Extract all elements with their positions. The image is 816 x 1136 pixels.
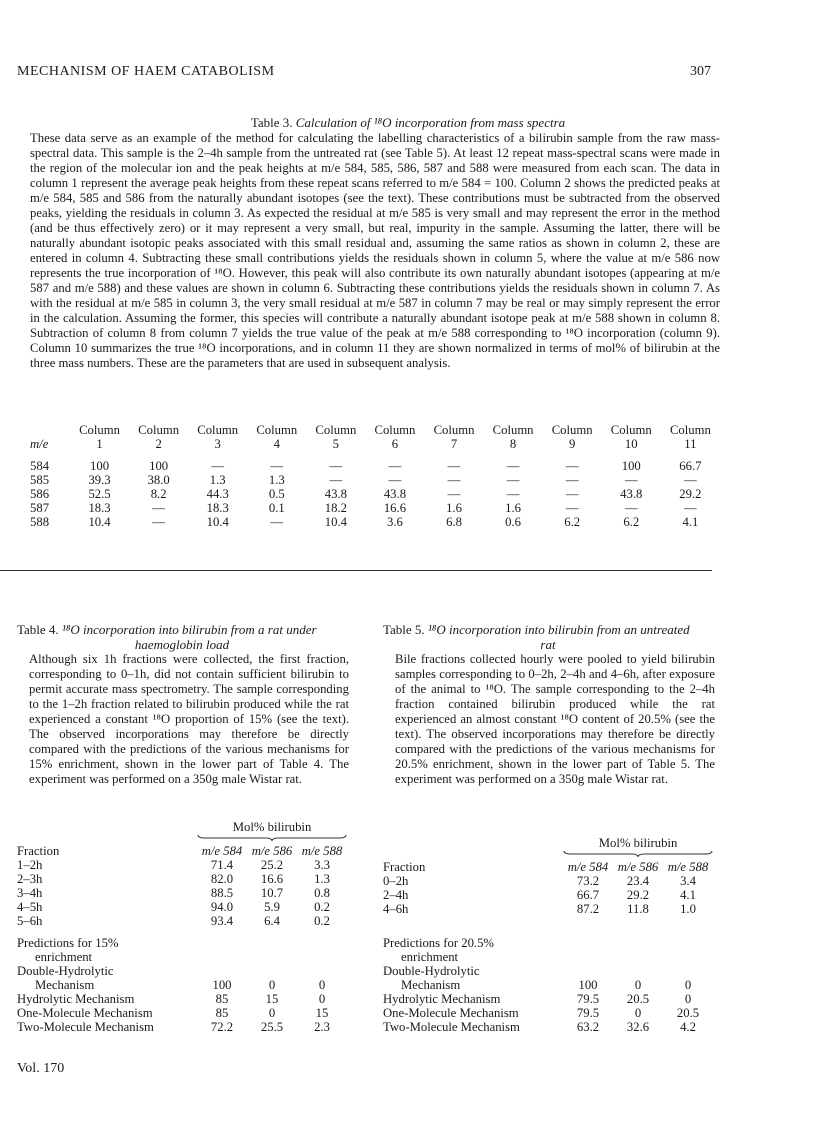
table4-value-cell: 94.0 [210, 900, 234, 914]
table5-mechanism-name: Two-Molecule Mechanism [383, 1020, 520, 1034]
table3-value-cell: 1.3 [209, 473, 226, 487]
table4-body [17, 858, 347, 928]
table4-caption: Although six 1h fractions were collected, the first fraction, corresponding to 0–1h, did not contain sufficient bilirubin to permit accurate mass spectrometry. The sample corresponding to the 1–2h fraction related to bilirubin produced while the rat experienced a constant ¹⁸O proportion of 15% (see the text). The observed incorporations may therefore be directly compared with the predictions of the various mechanisms for 15% enrichment, shown in the lower part of Table 4. The experiment was performed on a 350g male Wistar rat. [29, 652, 349, 786]
table3-value-cell: 16.6 [383, 501, 407, 515]
table4-title-text-1: ¹⁸O incorporation into bilirubin from a rat under [61, 622, 317, 637]
table3-value-cell: 10.4 [206, 515, 229, 529]
table5-group-header-row [383, 836, 713, 860]
table4-mechanism-row [17, 1020, 347, 1034]
table3-value-cell: 8.2 [150, 487, 167, 501]
page-number: 307 [690, 64, 711, 79]
table5-prediction-value: 0 [684, 992, 692, 1006]
table3-caption: These data serve as an example of the method for calculating the labelling characteristics of a bilirubin sample from the raw mass-spectral data. This sample is the 2–4h sample from the untreated rat (see Table 5). At least 12 repeat mass-spectral scans were made in the region of the molecular ion and the peak heights at m/e 584, 585, 586, 587 and 588 were measured from each scan. The data in column 1 represent the average peak heights from these repeat scans referred to m/e 584 = 100. Column 2 shows the predicted peaks at m/e 584, 585 and 586 from the naturally abundant isotopes (see the text). These contributions must be subtracted from the observed peaks, yielding the residuals in column 3. As expected the residual at m/e 585 is very small and may represent the error in the method (and be thus effectively zero) or it may represent a very small, but real, impurity in the sample. Assuming the latter, there will be naturally abundant isotopic peaks associated with this small residual and, assuming the same ratios as shown in column 2, these are entered in column 4. Subtracting these small contributions yields the residuals shown in column 5, where the value at m/e 586 now represents the true incorporation of ¹⁸O. However, this peak will also contribute its own naturally abundant isotopes (appearing at m/e 587 and m/e 588) and these values are shown in column 6. Subtracting these contributions yields the residuals shown in column 7. As with the residual at m/e 585 in column 3, the very small residual at m/e 587 in column 7 may be real or may simply represent the error in the calculation. Assuming the former, this species will contribute a naturally abundant isotope peak at m/e 588 shown in column 8. Subtraction of column 8 from column 7 yields the true value of the peak at m/e 588 corresponding to ¹⁸O incorporation (column 9). Column 10 summarizes the true ¹⁸O incorporations, and in column 11 they are shown normalized in terms of mol% of bilirubin at the three mass numbers. These are the parameters that are used in subsequent analysis. [30, 131, 720, 370]
table3-title-prefix: Table 3. [250, 115, 296, 130]
table5-value-cell: 1.0 [680, 902, 696, 916]
table3-value-cell: — [684, 501, 697, 515]
table4-prediction-value: 72.2 [210, 1020, 234, 1034]
table3-value-cell: 1.3 [268, 473, 285, 487]
table3-value-cell: 18.3 [88, 501, 111, 515]
table4-fraction-cell: 1–2h [17, 858, 43, 872]
table3-value-cell: 29.2 [679, 487, 702, 501]
table5-title-prefix: Table 5. [383, 622, 428, 637]
table3-row-header: m/e [30, 437, 49, 451]
table4-col-header: m/e 586 [251, 844, 293, 858]
table3-value-cell: — [684, 473, 697, 487]
table4-col-header: m/e 588 [301, 844, 343, 858]
table4-prediction-value: 85 [215, 992, 229, 1006]
table4-col-header: m/e 584 [201, 844, 243, 858]
table4-value-cell: 0.8 [314, 886, 330, 900]
table5-col-header-row [383, 860, 713, 874]
table5-value-cell: 3.4 [680, 874, 696, 888]
table3-value-cell: — [565, 473, 579, 487]
table3-value-cell: — [506, 473, 520, 487]
table3-value-cell: — [565, 487, 579, 501]
table4-mechanism-name: Mechanism [35, 978, 95, 992]
table3-column-word: Column [610, 423, 652, 437]
table5-col-header: m/e 588 [667, 860, 709, 874]
table3-mass-cell: 586 [30, 487, 50, 501]
table4-value-cell: 10.7 [260, 886, 284, 900]
table3-value-cell: 18.2 [324, 501, 347, 515]
table5-prediction-value: 63.2 [576, 1020, 600, 1034]
table3-column-word: Column [138, 423, 180, 437]
table4-mechanism-name: Double-Hydrolytic [17, 964, 114, 978]
table5-mechanism-name: Hydrolytic Mechanism [383, 992, 501, 1006]
table4-group-label: Mol% bilirubin [232, 820, 312, 834]
table3-value-cell: — [329, 459, 343, 473]
table3-value-cell: 43.8 [324, 487, 347, 501]
table5-value-cell: 73.2 [576, 874, 600, 888]
table3-header-row-1 [30, 423, 720, 437]
table3-value-cell: — [506, 459, 520, 473]
table5-value-cell: 23.4 [626, 874, 650, 888]
table3-value-cell: — [211, 459, 225, 473]
table5-col-header: m/e 584 [567, 860, 609, 874]
table4-prediction-value: 100 [212, 978, 232, 992]
table3-column-word: Column [492, 423, 534, 437]
table3-column-word: Column [433, 423, 475, 437]
table3-value-cell: 100 [90, 459, 110, 473]
table5-title-text-2: rat [540, 637, 556, 652]
table3-value-cell: 66.7 [679, 459, 702, 473]
table3-value-cell: 43.8 [383, 487, 407, 501]
table3-col-num: 6 [391, 437, 399, 451]
table3-mass-cell: 585 [30, 473, 50, 487]
table5-group-label: Mol% bilirubin [598, 836, 678, 850]
table3-column-word: Column [551, 423, 593, 437]
table4-title-text-2: haemoglobin load [134, 637, 230, 652]
table5-col-header: m/e 586 [617, 860, 659, 874]
table4-prediction-value: 15 [265, 992, 279, 1006]
table4-row [17, 914, 347, 928]
table3-value-cell: 10.4 [88, 515, 111, 529]
table4-predictions-row [17, 936, 347, 950]
volume-footer: Vol. 170 [17, 1061, 65, 1076]
table5-predictions-row [383, 936, 713, 950]
table3-value-cell: — [506, 487, 520, 501]
table5-mechanism-name: One-Molecule Mechanism [383, 1006, 519, 1020]
table4-row [17, 900, 347, 914]
table3-value-cell: — [447, 487, 461, 501]
table5-value-cell: 87.2 [576, 902, 600, 916]
table5-prediction-value: 0 [684, 978, 692, 992]
table5-prediction-value: 20.5 [626, 992, 650, 1006]
table5-caption: Bile fractions collected hourly were pooled to yield bilirubin samples corresponding to 0–2h, 2–4h and 4–6h, after exposure of the animal to ¹⁸O. The sample corresponding to the 2–4h fraction contained bilirubin produced while the rat experienced an almost constant ¹⁸O content of 20.5% (see the text). The observed incorporations may therefore be directly compared with the predictions of the various mechanisms for 20.5% enrichment, shown in the lower part of Table 5. The experiment was performed on a 350g male Wistar rat. [395, 652, 715, 786]
table5-mechanism-row [383, 1020, 713, 1034]
table5-predictions-2: enrichment [401, 950, 459, 964]
table3-value-cell: 6.8 [446, 515, 462, 529]
table4-predictions-1: Predictions for 15% [17, 936, 119, 950]
table5-mechanism-row [383, 992, 713, 1006]
table5-fraction-cell: 0–2h [383, 874, 409, 888]
table3-value-cell: — [565, 459, 579, 473]
table5-fraction-cell: 2–4h [383, 888, 409, 902]
table3-mass-cell: 588 [30, 515, 50, 529]
table4-fraction-cell: 2–3h [17, 872, 43, 886]
table5-mechanism-row [383, 964, 713, 978]
table4-fraction-header: Fraction [17, 844, 60, 858]
table4-fraction-cell: 3–4h [17, 886, 43, 900]
table4-blank [17, 820, 197, 844]
spacer [17, 928, 347, 936]
table4-prediction-value: 0 [268, 1006, 276, 1020]
table3-header-row-2 [30, 437, 720, 455]
table3-col-num: 3 [214, 437, 221, 451]
table5-value-cell: 11.8 [627, 902, 649, 916]
table3-column-word: Column [374, 423, 416, 437]
table3-value-cell: 100 [149, 459, 169, 473]
brace-icon [197, 834, 347, 842]
table5-value-cell: 4.1 [680, 888, 696, 902]
table5-body [383, 874, 713, 916]
table3 [30, 423, 720, 529]
table4-mechanism-row [17, 1006, 347, 1020]
table4-group-header [197, 820, 347, 844]
table3-value-cell: — [152, 501, 165, 515]
table3-row [30, 487, 720, 501]
table3-col-num: 4 [273, 437, 280, 451]
table3-value-cell: 38.0 [147, 473, 170, 487]
table5-mechanism-row [383, 978, 713, 992]
table3-value-cell: — [624, 501, 638, 515]
table4-mechanism-name: Two-Molecule Mechanism [17, 1020, 154, 1034]
table5-prediction-value: 79.5 [576, 1006, 600, 1020]
table3-value-cell: — [565, 501, 579, 515]
brace-icon [563, 850, 713, 858]
table5-mechanisms [383, 964, 713, 1034]
table5-value-cell: 66.7 [576, 888, 600, 902]
table4-prediction-value: 0 [268, 978, 276, 992]
table3-value-cell: — [447, 473, 461, 487]
table4-value-cell: 0.2 [314, 900, 330, 914]
table5-prediction-value: 4.2 [680, 1020, 696, 1034]
table4-prediction-value: 0 [318, 992, 326, 1006]
table4-col-header-row [17, 844, 347, 858]
table5-blank [383, 836, 563, 860]
table3-col-num: 9 [568, 437, 576, 451]
table3-value-cell: 6.2 [564, 515, 581, 529]
table3-value-cell: 3.6 [387, 515, 403, 529]
table4-prediction-value: 0 [318, 978, 326, 992]
table5-fraction-cell: 4–6h [383, 902, 409, 916]
table3-column-word: Column [79, 423, 120, 437]
table3-value-cell: 10.4 [324, 515, 347, 529]
table4-fraction-cell: 5–6h [17, 914, 43, 928]
table4-spacer [17, 928, 347, 936]
table3-value-cell: 1.6 [505, 501, 522, 515]
table3-mass-cell: 587 [30, 501, 50, 515]
table4-value-cell: 3.3 [314, 858, 330, 872]
table3-mass-cell: 584 [30, 459, 50, 473]
table5-value-cell: 29.2 [626, 888, 650, 902]
table4-predictions-row [17, 950, 347, 964]
table3-value-cell: 1.6 [446, 501, 462, 515]
table4-value-cell: 82.0 [210, 872, 234, 886]
table5-prediction-value: 0 [634, 1006, 642, 1020]
table3-value-cell: 4.1 [682, 515, 699, 529]
running-header-title: MECHANISM OF HAEM CATABOLISM [17, 64, 275, 79]
table3-value-cell: — [152, 515, 165, 529]
table4-mechanisms [17, 964, 347, 1034]
table5-mechanism-name: Double-Hydrolytic [383, 964, 480, 978]
table3-value-cell: 52.5 [88, 487, 111, 501]
spacer [383, 916, 713, 936]
table4-mechanism-row [17, 964, 347, 978]
table4-title-prefix: Table 4. [17, 622, 62, 637]
table4-title [17, 622, 347, 652]
table3-col-num: 11 [684, 437, 697, 451]
table3-col-num: 2 [155, 437, 162, 451]
table4-prediction-value: 2.3 [314, 1020, 330, 1034]
table4-value-cell: 5.9 [264, 900, 280, 914]
table5-predictions-1: Predictions for 20.5% [383, 936, 494, 950]
table3-title [0, 115, 816, 131]
table5-row [383, 902, 713, 916]
table5-row [383, 888, 713, 902]
table3-title-text: Calculation of ¹⁸O incorporation from mass spectra [295, 115, 566, 130]
table5-fraction-header: Fraction [383, 860, 426, 874]
table5-mechanism-name: Mechanism [401, 978, 461, 992]
table5-mechanism-row [383, 1006, 713, 1020]
table4-value-cell: 25.2 [260, 858, 284, 872]
table4-mechanism-row [17, 992, 347, 1006]
table3-column-word: Column [315, 423, 357, 437]
table3-corner [30, 423, 70, 437]
table3-value-cell: 0.6 [505, 515, 522, 529]
table5-spacer [383, 916, 713, 936]
table3-row [30, 455, 720, 473]
table5-prediction-value: 0 [634, 978, 642, 992]
section-divider [0, 570, 712, 571]
table4-mechanism-name: One-Molecule Mechanism [17, 1006, 153, 1020]
table4-value-cell: 88.5 [210, 886, 234, 900]
table3-col-num: 8 [509, 437, 517, 451]
table3-column-word: Column [669, 423, 711, 437]
table4-prediction-value: 85 [215, 1006, 229, 1020]
table5 [383, 836, 713, 1034]
table5-title-text-1: ¹⁸O incorporation into bilirubin from an untreated [427, 622, 690, 637]
table4-prediction-value: 15 [315, 1006, 329, 1020]
table3-value-cell: 6.2 [623, 515, 640, 529]
table3-col-num: 1 [96, 437, 103, 451]
table3-value-cell: — [624, 473, 638, 487]
table4-row [17, 858, 347, 872]
table3-value-cell: — [270, 515, 284, 529]
table4-value-cell: 6.4 [264, 914, 280, 928]
table5-prediction-value: 20.5 [676, 1006, 700, 1020]
table4-value-cell: 93.4 [210, 914, 234, 928]
table5-row [383, 874, 713, 888]
table4-row [17, 886, 347, 900]
table5-title [383, 622, 713, 652]
table3-value-cell: 100 [621, 459, 641, 473]
table4-value-cell: 0.2 [314, 914, 330, 928]
table3-value-cell: 39.3 [88, 473, 111, 487]
table3-value-cell: — [388, 473, 402, 487]
table5-predictions-row [383, 950, 713, 964]
table3-value-cell: — [329, 473, 343, 487]
table5-prediction-value: 79.5 [576, 992, 600, 1006]
table4-predictions-2: enrichment [35, 950, 93, 964]
table4-mechanism-name: Hydrolytic Mechanism [17, 992, 135, 1006]
table3-col-num: 5 [332, 437, 340, 451]
table4-fraction-cell: 4–5h [17, 900, 43, 914]
table4-row [17, 872, 347, 886]
table3-col-num: 10 [624, 437, 638, 451]
table5-prediction-value: 100 [578, 978, 598, 992]
table3-row [30, 501, 720, 515]
table3-value-cell: — [447, 459, 461, 473]
table3-value-cell: 43.8 [620, 487, 643, 501]
table3-column-word: Column [197, 423, 239, 437]
table4-value-cell: 1.3 [314, 872, 330, 886]
table3-row [30, 515, 720, 529]
table3-value-cell: — [270, 459, 284, 473]
table3-value-cell: 0.5 [268, 487, 285, 501]
table3-value-cell: 0.1 [268, 501, 285, 515]
table5-prediction-value: 32.6 [626, 1020, 650, 1034]
table4-value-cell: 16.6 [260, 872, 284, 886]
table4 [17, 820, 347, 1034]
table3-value-cell: — [388, 459, 402, 473]
table3-body [30, 455, 720, 529]
table3-row [30, 473, 720, 487]
table4-group-header-row [17, 820, 347, 844]
table3-value-cell: 44.3 [206, 487, 229, 501]
table3-col-num: 7 [450, 437, 458, 451]
table4-value-cell: 71.4 [210, 858, 234, 872]
table5-group-header [563, 836, 713, 860]
table3-column-word: Column [256, 423, 298, 437]
table4-prediction-value: 25.5 [260, 1020, 284, 1034]
table3-value-cell: 18.3 [206, 501, 229, 515]
table4-mechanism-row [17, 978, 347, 992]
